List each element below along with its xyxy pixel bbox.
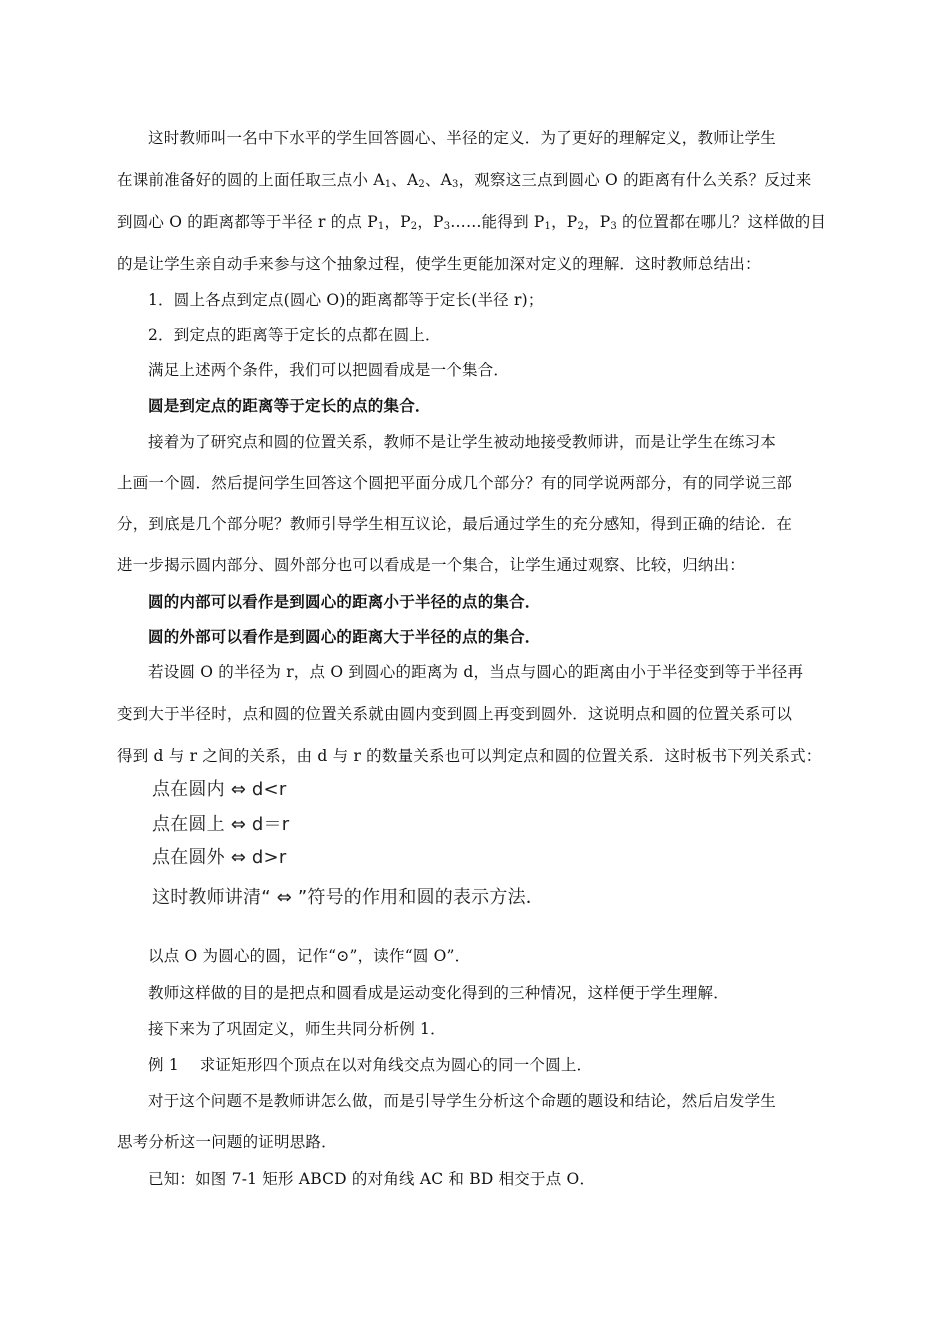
- paragraph-line: 已知：如图 7-1 矩形 ABCD 的对角线 AC 和 BD 相交于点 O．: [148, 1170, 596, 1188]
- relation-inside: 点在圆内 ⇔ d<r: [152, 779, 287, 800]
- paragraph-line: 若设圆 O 的半径为 r，点 O 到圆心的距离为 d，当点与圆心的距离由小于半径变到等于半径再: [148, 663, 804, 681]
- paragraph-line: 分，到底是几个部分呢？教师引导学生相互议论，最后通过学生的充分感知，得到正确的结论．在: [117, 515, 793, 533]
- paragraph-line: 这时教师叫一名中下水平的学生回答圆心、半径的定义．为了更好的理解定义，教师让学生: [148, 129, 777, 147]
- paragraph-line: 以点 O 为圆心的圆，记作“⊙”，读作“圆 O”．: [148, 947, 471, 965]
- bold-statement: 圆是到定点的距离等于定长的点的集合．: [148, 396, 431, 415]
- paragraph-line: 上画一个圆．然后提问学生回答这个圆把平面分成几个部分？有的同学说两部分，有的同学说三部: [117, 474, 793, 492]
- paragraph-line: 思考分析这一问题的证明思路．: [117, 1133, 337, 1151]
- paragraph-line: 接着为了研究点和圆的位置关系，教师不是让学生被动地接受教师讲，而是让学生在练习本: [148, 433, 777, 451]
- paragraph-line: 得到 d 与 r 之间的关系，由 d 与 r 的数量关系也可以判定点和圆的位置关系．这时板书下列关系式：: [117, 747, 822, 765]
- list-item: 1．圆上各点到定点(圆心 O)的距离都等于定长(半径 r)；: [148, 291, 544, 309]
- paragraph-line: 进一步揭示圆内部分、圆外部分也可以看成是一个集合，让学生通过观察、比较，归纳出：: [117, 556, 746, 574]
- example-heading: 例 1 求证矩形四个顶点在以对角线交点为圆心的同一个圆上．: [148, 1056, 593, 1074]
- list-item: 2．到定点的距离等于定长的点都在圆上．: [148, 326, 441, 344]
- paragraph-line: 变到大于半径时，点和圆的位置关系就由圆内变到圆上再变到圆外．这说明点和圆的位置关系可以: [117, 705, 793, 723]
- paragraph-line: 在课前准备好的圆的上面任取三点小 $A_1$、$A_2$、$A_3$，观察这三点到圆心 O 的距离有什么关系？反过来: [117, 171, 812, 190]
- bold-statement: 圆的内部可以看作是到圆心的距离小于半径的点的集合．: [148, 592, 541, 611]
- relation-on: 点在圆上 ⇔ d＝r: [152, 814, 290, 835]
- paragraph-line: 对于这个问题不是教师讲怎么做，而是引导学生分析这个命题的题设和结论，然后启发学生: [148, 1092, 777, 1110]
- paragraph-line: 教师这样做的目的是把点和圆看成是运动变化得到的三种情况，这样便于学生理解．: [148, 984, 729, 1002]
- paragraph-line: 到圆心 O 的距离都等于半径 r 的点 $P_1$，$P_2$，$P_3\dots\dots$能得到 $P_1$，$P_2$，$P_3$ 的位置都在哪儿？这样做的目: [117, 213, 827, 232]
- relation-outside: 点在圆外 ⇔ d>r: [152, 847, 287, 868]
- paragraph-line: 接下来为了巩固定义，师生共同分析例 1．: [148, 1020, 446, 1038]
- bold-statement: 圆的外部可以看作是到圆心的距离大于半径的点的集合．: [148, 627, 541, 646]
- paragraph-line: 满足上述两个条件，我们可以把圆看成是一个集合．: [148, 361, 510, 379]
- paragraph-line: 的是让学生亲自动手来参与这个抽象过程，使学生更能加深对定义的理解．这时教师总结出：: [117, 255, 761, 273]
- symbol-explanation: 这时教师讲清“ ⇔ ”符号的作用和圆的表示方法．: [152, 887, 544, 908]
